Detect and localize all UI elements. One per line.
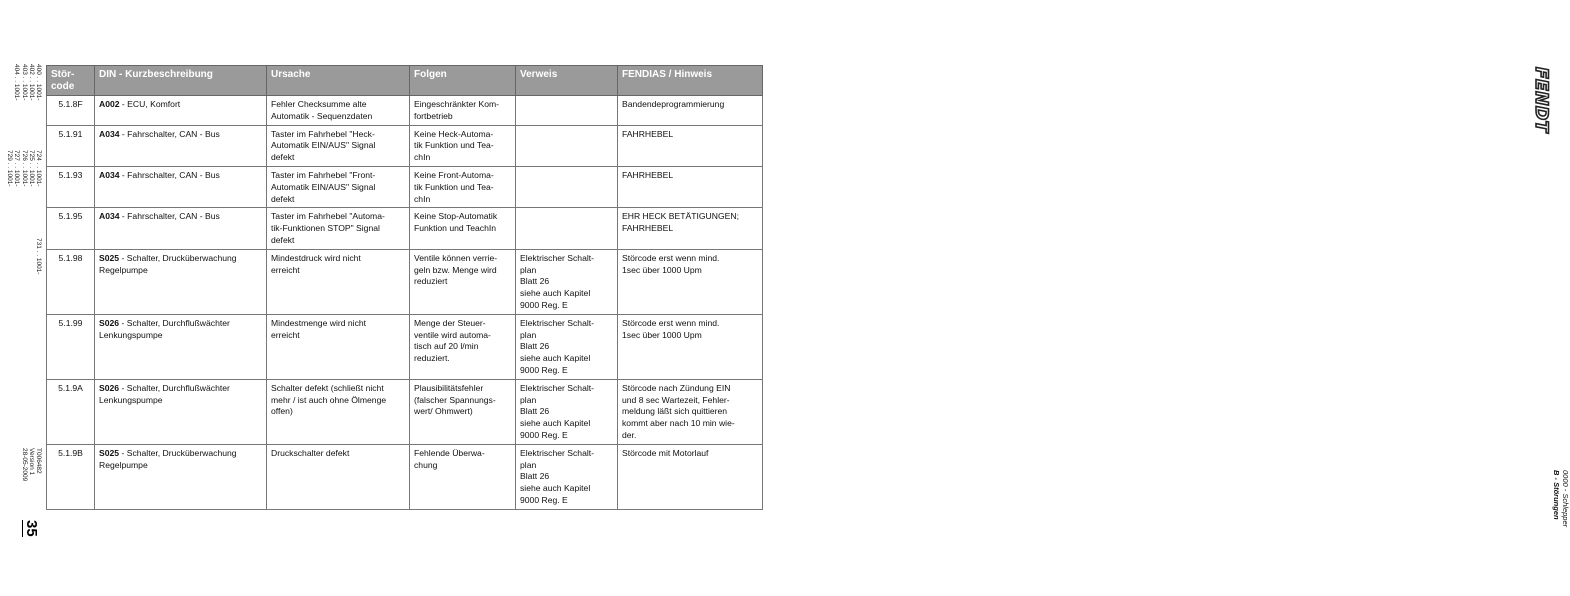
model-code: 402 . . 1001- [27, 64, 35, 101]
din-component-text: - Fahrschalter, CAN - Bus [119, 169, 220, 180]
model-list-a [13, 64, 42, 101]
cell-folgen: Fehlende Überwa- chung [410, 444, 516, 509]
cell-din-description [95, 166, 267, 207]
din-component-text: - ECU, Komfort [119, 99, 181, 109]
din-component-text: - Schalter, Drucküberwachung Regelpumpe [99, 447, 237, 470]
cell-folgen: Keine Heck-Automa- tik Funktion und Tea- chIn [410, 125, 516, 166]
din-component-text: - Schalter, Drucküberwachung Regelpumpe [99, 252, 237, 275]
right-margin [762, 0, 1570, 596]
cell-fault-code: 5.1.95 [47, 208, 95, 249]
cell-din-description [95, 379, 267, 444]
section-heading [1552, 470, 1570, 527]
table-row [47, 166, 763, 207]
cell-fault-code: 5.1.93 [47, 166, 95, 207]
cell-verweis: Elektrischer Schalt- plan Blatt 26 siehe auch Kapitel 9000 Reg. E [516, 314, 618, 379]
cell-verweis: Elektrischer Schalt- plan Blatt 26 siehe auch Kapitel 9000 Reg. E [516, 444, 618, 509]
din-component-code: S026 [99, 382, 120, 393]
cell-ursache: Taster im Fahrhebel "Automa- tik-Funktionen STOP" Signal defekt [267, 208, 410, 249]
doc-version: Version 1 [27, 448, 35, 476]
cell-ursache: Taster im Fahrhebel "Front- Automatik EIN/AUS" Signal defekt [267, 166, 410, 207]
model-code: 724 . . 1001- [35, 150, 42, 187]
cell-fendias: Störcode erst wenn mind. 1sec über 1000 Upm [618, 314, 763, 379]
cell-din-description [95, 96, 267, 126]
cell-ursache: Mindestdruck wird nicht erreicht [267, 249, 410, 314]
din-component-code: A002 [99, 99, 120, 109]
cell-fendias: FAHRHEBEL [618, 166, 763, 207]
din-component-text: - Schalter, Durchflußwächter Lenkungspumpe [99, 317, 230, 340]
header-ursache: Ursache [267, 66, 410, 96]
din-component-code: S025 [99, 252, 120, 263]
cell-fendias: EHR HECK BETÄTIGUNGEN; FAHRHEBEL [618, 208, 763, 249]
din-component-text: - Fahrschalter, CAN - Bus [119, 128, 220, 139]
cell-ursache: Taster im Fahrhebel "Heck- Automatik EIN/AUS" Signal defekt [267, 125, 410, 166]
cell-folgen: Keine Front-Automa- tik Funktion und Tea- chIn [410, 166, 516, 207]
cell-fendias: Bandendeprogrammierung [618, 96, 763, 126]
din-component-code: S025 [99, 447, 120, 458]
document-info [20, 448, 42, 481]
model-list-b [6, 150, 42, 187]
cell-fault-code: 5.1.99 [47, 314, 95, 379]
cell-folgen: Plausibilitätsfehler (falscher Spannungs- wert/ Ohmwert) [410, 379, 516, 444]
cell-fendias: Störcode mit Motorlauf [618, 444, 763, 509]
cell-ursache: Schalter defekt (schließt nicht mehr / ist auch ohne Ölmenge offen) [267, 379, 410, 444]
cell-verweis [516, 208, 618, 249]
table-header-row [47, 66, 763, 96]
header-din: DIN - Kurzbeschreibung [95, 66, 267, 96]
cell-folgen: Ventile können verrie- geln bzw. Menge wird reduziert [410, 249, 516, 314]
cell-din-description [95, 444, 267, 509]
cell-fendias: Störcode erst wenn mind. 1sec über 1000 Upm [618, 249, 763, 314]
header-code [47, 66, 95, 96]
doc-date: 28-05-2009 [20, 448, 28, 482]
din-component-code: S026 [99, 317, 120, 328]
cell-verweis [516, 166, 618, 207]
cell-fendias: FAHRHEBEL [618, 125, 763, 166]
header-verweis: Verweis [516, 66, 618, 96]
table-row [47, 125, 763, 166]
section-subtitle: B - Störungen [1552, 470, 1561, 520]
cell-ursache: Fehler Checksumme alte Automatik - Sequenzdaten [267, 96, 410, 126]
cell-folgen: Keine Stop-Automatik Funktion und TeachIn [410, 208, 516, 249]
din-component-text: - Schalter, Durchflußwächter Lenkungspumpe [99, 382, 230, 405]
cell-verweis: Elektrischer Schalt- plan Blatt 26 siehe auch Kapitel 9000 Reg. E [516, 249, 618, 314]
model-code: 404 . . 1001- [13, 64, 21, 101]
table-row [47, 379, 763, 444]
model-code: 403 . . 1001- [20, 64, 28, 101]
din-component-code: A034 [99, 211, 120, 222]
cell-folgen: Eingeschränkter Kom- fortbetrieb [410, 96, 516, 126]
model-code: 727 . . 1001- [13, 150, 21, 187]
model-code: 731 . . 1001- [35, 238, 42, 275]
header-code-text: Stör- code [51, 69, 75, 92]
header-fendias: FENDIAS / Hinweis [618, 66, 763, 96]
model-list-c [35, 238, 42, 275]
fault-code-table [46, 65, 763, 510]
page-number: 35 [23, 520, 40, 537]
cell-din-description [95, 125, 267, 166]
model-code: 729 . . 1001- [6, 150, 14, 187]
din-component-text: - Fahrschalter, CAN - Bus [119, 211, 220, 222]
cell-fault-code: 5.1.8F [47, 96, 95, 126]
cell-fendias: Störcode nach Zündung EIN und 8 sec Wartezeit, Fehler- meldung läßt sich quittieren kommt aber nach 10 min wie- der. [618, 379, 763, 444]
cell-verweis [516, 125, 618, 166]
cell-fault-code: 5.1.9B [47, 444, 95, 509]
table-row [47, 444, 763, 509]
cell-din-description [95, 249, 267, 314]
left-margin [0, 0, 44, 596]
cell-ursache: Mindestmenge wird nicht erreicht [267, 314, 410, 379]
din-component-code: A034 [99, 128, 120, 139]
table-body [47, 96, 763, 510]
table-row [47, 314, 763, 379]
cell-verweis [516, 96, 618, 126]
model-code: 400 . . 1001- [35, 64, 42, 101]
din-component-code: A034 [99, 169, 120, 180]
table-row [47, 96, 763, 126]
table-row [47, 208, 763, 249]
model-code: 726 . . 1001- [20, 150, 28, 187]
section-title: 0000 - Schlepper [1561, 470, 1570, 528]
table-row [47, 249, 763, 314]
cell-ursache: Druckschalter defekt [267, 444, 410, 509]
cell-fault-code: 5.1.91 [47, 125, 95, 166]
cell-verweis: Elektrischer Schalt- plan Blatt 26 siehe auch Kapitel 9000 Reg. E [516, 379, 618, 444]
doc-number: T006482 [35, 448, 42, 474]
header-folgen: Folgen [410, 66, 516, 96]
cell-fault-code: 5.1.9A [47, 379, 95, 444]
cell-din-description [95, 208, 267, 249]
cell-din-description [95, 314, 267, 379]
cell-fault-code: 5.1.98 [47, 249, 95, 314]
brand-logo: FENDT [1531, 67, 1551, 133]
model-code: 725 . . 1001- [27, 150, 35, 187]
cell-folgen: Menge der Steuer- ventile wird automa- tisch auf 20 l/min reduziert. [410, 314, 516, 379]
